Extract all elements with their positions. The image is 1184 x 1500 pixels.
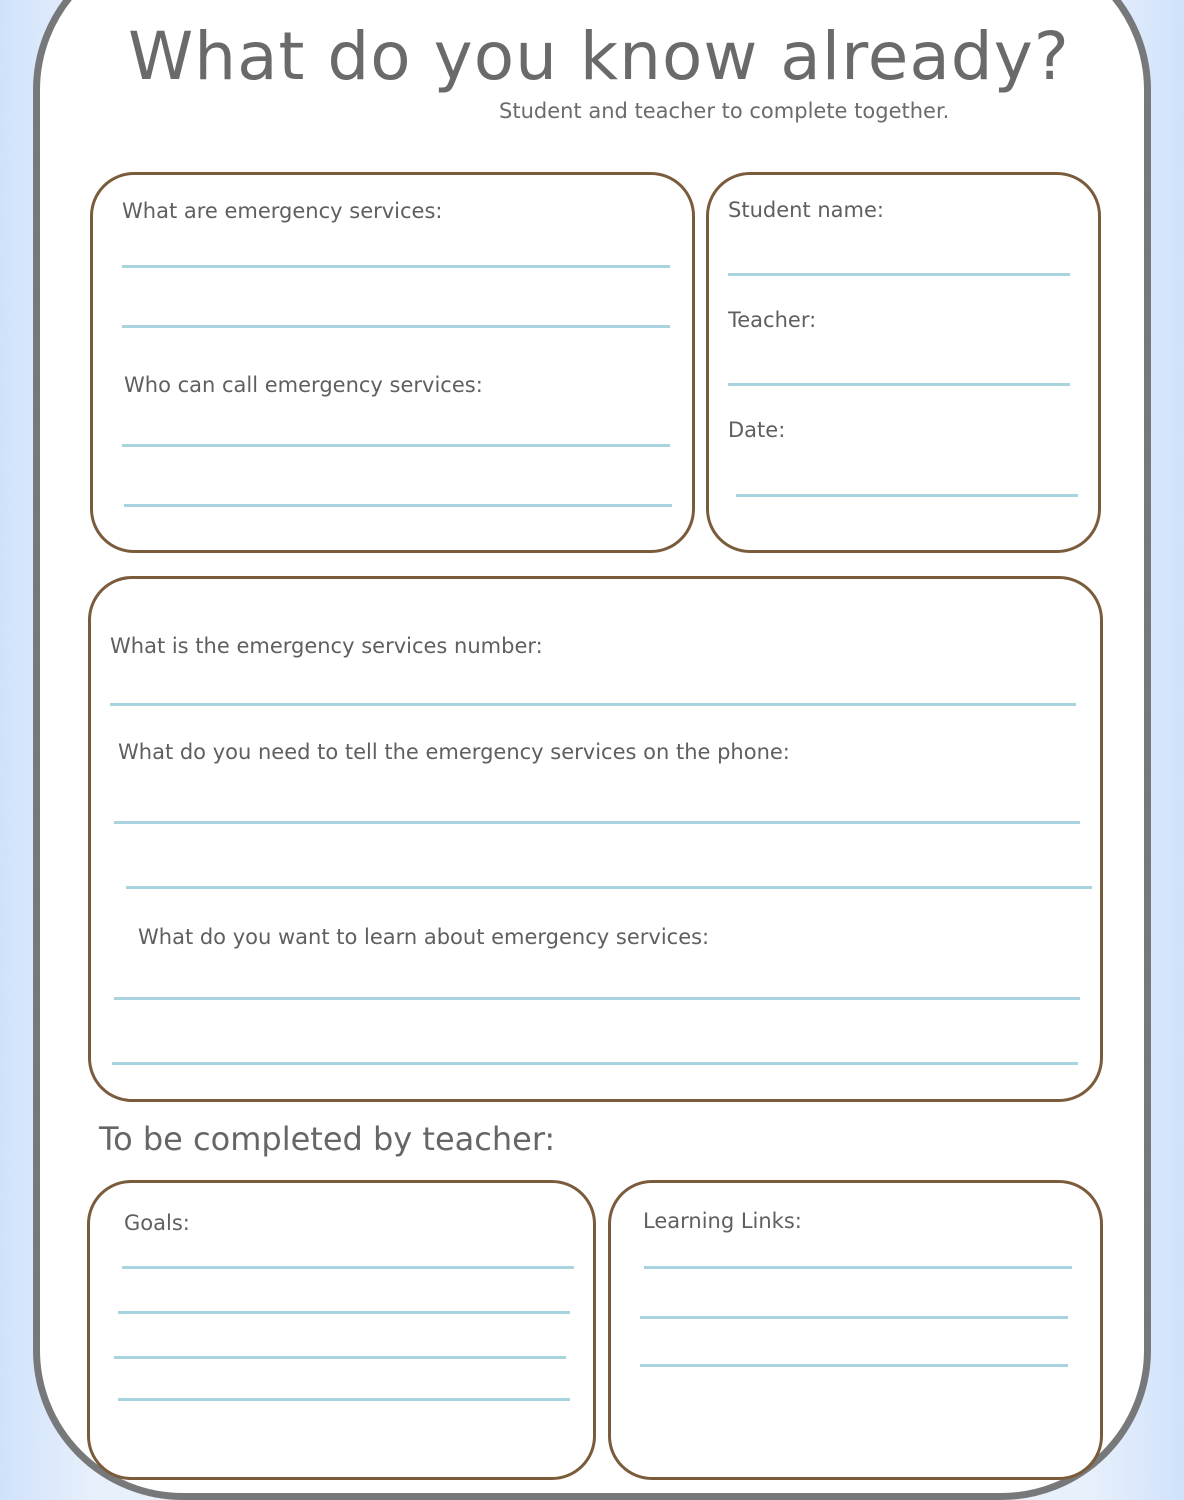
goals-line[interactable] — [122, 1266, 574, 1269]
learning-links-line[interactable] — [644, 1266, 1072, 1269]
answer-line[interactable] — [122, 265, 670, 268]
student-name-label: Student name: — [728, 198, 884, 222]
goals-line[interactable] — [118, 1311, 570, 1314]
goals-label: Goals: — [124, 1211, 190, 1235]
page-title: What do you know already? — [128, 18, 1070, 95]
teacher-section-title: To be completed by teacher: — [99, 1120, 556, 1158]
answer-line[interactable] — [114, 821, 1080, 824]
goals-card — [87, 1180, 596, 1480]
answer-line[interactable] — [124, 504, 672, 507]
learning-links-card — [608, 1180, 1103, 1480]
questions-card — [90, 172, 695, 553]
answer-line[interactable] — [112, 1062, 1078, 1065]
emergency-questions-card — [88, 576, 1103, 1102]
answer-line[interactable] — [122, 444, 670, 447]
goals-line[interactable] — [114, 1356, 566, 1359]
answer-line[interactable] — [110, 703, 1076, 706]
student-name-line[interactable] — [728, 273, 1070, 276]
teacher-label: Teacher: — [728, 308, 817, 332]
date-line[interactable] — [736, 494, 1078, 497]
question-who-can-call-label: Who can call emergency services: — [124, 373, 483, 397]
question-number-label: What is the emergency services number: — [110, 634, 543, 658]
page-subtitle: Student and teacher to complete together. — [499, 99, 950, 123]
student-info-card — [706, 172, 1101, 553]
question-learn-label: What do you want to learn about emergency services: — [138, 925, 710, 949]
answer-line[interactable] — [122, 325, 670, 328]
answer-line[interactable] — [126, 886, 1092, 889]
learning-links-line[interactable] — [640, 1364, 1068, 1367]
teacher-line[interactable] — [728, 383, 1070, 386]
learning-links-label: Learning Links: — [643, 1209, 802, 1233]
answer-line[interactable] — [114, 997, 1080, 1000]
date-label: Date: — [728, 418, 786, 442]
learning-links-line[interactable] — [640, 1316, 1068, 1319]
question-emergency-services-label: What are emergency services: — [122, 199, 443, 223]
question-tell-phone-label: What do you need to tell the emergency services on the phone: — [118, 740, 790, 764]
